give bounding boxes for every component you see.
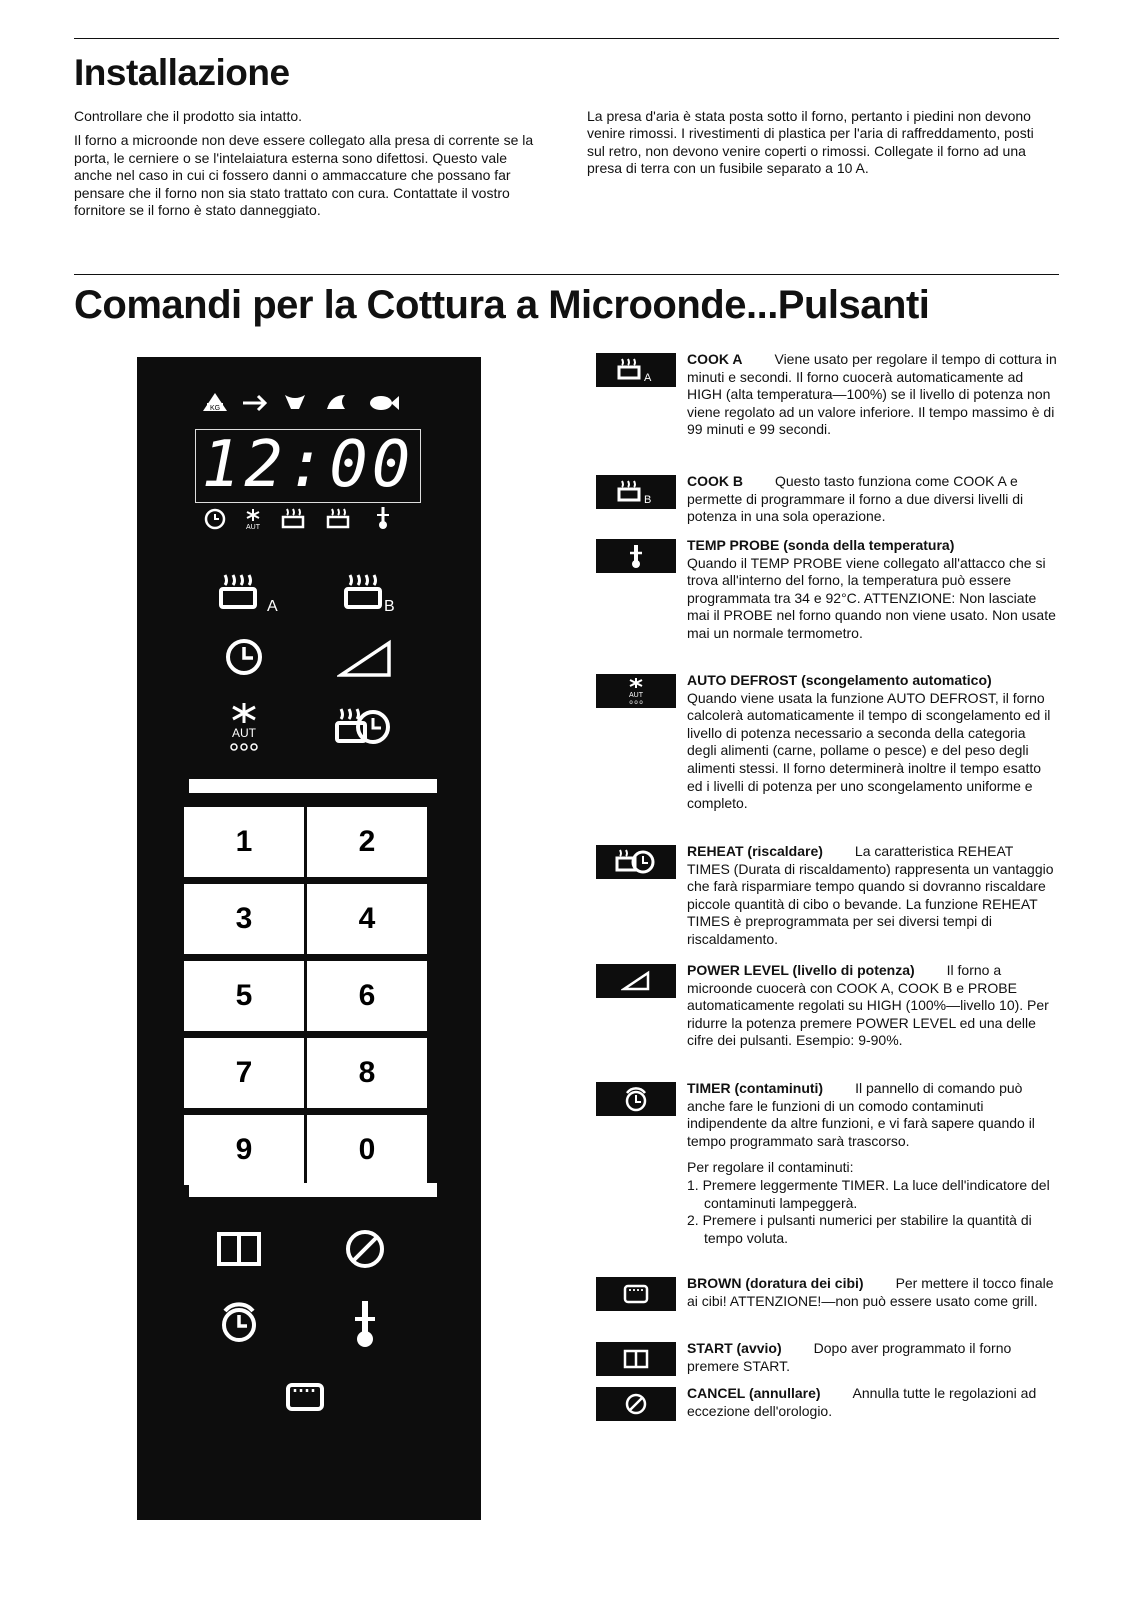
power-level-button[interactable] [337, 639, 393, 679]
reheat-button[interactable] [333, 703, 393, 751]
brown-text [687, 1275, 1057, 1310]
installazione-left-p2: Il forno a microonde non deve essere collegato alla presa di corrente se la porta, le cerniere o se l'intelaiatura esterna sono difettosi. Questo vale anche nel caso in cui ci fossero danni o ammaccature che possano far pensare che il forno non sia stato trattato con cura. Contattate il vostro fornitore se il forno è stato danneggiato. [74, 132, 534, 219]
reheat-label: REHEAT (riscaldare) [687, 843, 823, 859]
cook-b-icon [596, 475, 676, 509]
power-level-text [687, 962, 1057, 1050]
svg-text:A: A [644, 372, 652, 384]
temp-probe-icon [343, 1297, 387, 1351]
power-level-icon [337, 639, 393, 679]
reheat-text [687, 843, 1057, 949]
keypad-key-2[interactable]: 2 [307, 807, 427, 877]
installazione-right-column [587, 108, 1037, 185]
cancel-icon [341, 1225, 389, 1273]
timer-step-1: 1. Premere leggermente TIMER. La luce dell'indicatore del contaminuti lampeggerà. [687, 1176, 1050, 1211]
power-level-label: POWER LEVEL (livello di potenza) [687, 962, 915, 978]
start-text [687, 1340, 1057, 1375]
cook-a-icon [215, 567, 285, 615]
defrost-indicator-icon [246, 509, 261, 531]
timer-button[interactable] [215, 1297, 263, 1347]
timer-clock-button[interactable] [222, 635, 266, 679]
top-rule [74, 38, 1059, 39]
clock-icon [222, 635, 266, 679]
start-desc: Dopo aver programmato il forno premere START. [687, 1340, 1012, 1374]
installazione-title: Installazione [74, 52, 290, 93]
cook-b-icon [340, 567, 410, 615]
cook-b-button[interactable] [340, 567, 410, 615]
food-category-symbols [199, 387, 429, 417]
keypad-key-3[interactable]: 3 [184, 884, 304, 954]
clock-digits: 12:00 [201, 428, 415, 502]
keypad-key-0[interactable]: 0 [307, 1115, 427, 1185]
cook-b-label: COOK B [687, 473, 743, 489]
indicator-row [203, 503, 423, 533]
cook-a-button[interactable] [215, 567, 285, 615]
keypad-key-5[interactable]: 5 [184, 961, 304, 1031]
keypad-top-bar [189, 779, 437, 793]
reheat-icon [333, 703, 393, 751]
cook-a-indicator-icon [283, 509, 303, 527]
cancel-desc: Annulla tutte le regolazioni ad eccezione dell'orologio. [687, 1385, 1037, 1419]
auto-defrost-icon [596, 674, 676, 708]
keypad-bottom-bar [189, 1183, 437, 1197]
installazione-right-p1: La presa d'aria è stata posta sotto il forno, pertanto i piedini non devono venire rimossi. I rivestimenti di plastica per l'aria di raffreddamento, posti sul retro, non devono venire coperti o rimossi. Collegate il forno ad una presa di terra con un fusibile separato a 10 A. [587, 108, 1034, 177]
cook-a-desc: Viene usato per regolare il tempo di cottura in minuti e secondi. Il forno cuocerà automaticamente ad HIGH (alta temperatura—100%) se il livello di potenza non viene regolato ad un valore inferiore. Il tempo massimo è di 99 minuti e 99 secondi. [687, 351, 1057, 438]
keypad-key-9[interactable]: 9 [184, 1115, 304, 1185]
cancel-label: CANCEL (annullare) [687, 1385, 821, 1401]
auto-defrost-text [687, 672, 1057, 813]
cook-a-sub: A [267, 598, 278, 615]
power-level-icon [596, 964, 676, 998]
control-panel [137, 357, 481, 1520]
auto-defrost-aut: AUT [232, 726, 256, 740]
brown-button[interactable] [283, 1377, 327, 1417]
brown-desc: Per mettere il tocco finale ai cibi! ATTENZIONE!—non può essere usato come grill. [687, 1275, 1054, 1309]
timer-text [687, 1080, 1057, 1247]
timer-step-2: 2. Premere i pulsanti numerici per stabilire la quantità di tempo voluta. [687, 1212, 1032, 1246]
svg-text:AUT: AUT [629, 692, 643, 699]
temp-probe-label: TEMP PROBE (sonda della temperatura) [687, 537, 955, 553]
cancel-icon [596, 1387, 676, 1421]
cook-b-indicator-icon [328, 509, 348, 527]
installazione-left-p1: Controllare che il prodotto sia intatto. [74, 108, 303, 124]
cook-a-label: COOK A [687, 351, 743, 367]
timer-indicator-icon [206, 510, 224, 528]
temp-probe-text [687, 537, 1057, 643]
start-label: START (avvio) [687, 1340, 782, 1356]
timer-label: TIMER (contaminuti) [687, 1080, 824, 1096]
auto-defrost-icon [219, 699, 269, 755]
keypad-key-1[interactable]: 1 [184, 807, 304, 877]
cancel-text [687, 1385, 1057, 1420]
installazione-left-column [74, 108, 544, 226]
cook-b-text [687, 473, 1057, 526]
cook-a-icon [596, 353, 676, 387]
auto-defrost-desc: Quando viene usata la funzione AUTO DEFROST, il forno calcolerà automaticamente il tempo di scongelamento ed il livello di potenza necessario a seconda della categoria degli alimenti (carne, pollame o pesce) e del peso degli alimenti stessi. Il forno determinerà inoltre il tempo esatto ed i livelli di potenza per uno scongelamento uniforme e completo. [687, 689, 1051, 812]
defrost-indicator-aut: AUT [246, 524, 260, 531]
timer-extra-intro: Per regolare il contaminuti: [687, 1159, 854, 1176]
cook-a-text [687, 351, 1057, 439]
clock-display [195, 429, 421, 503]
brown-label: BROWN (doratura dei cibi) [687, 1275, 864, 1291]
keypad-key-7[interactable]: 7 [184, 1038, 304, 1108]
svg-text:B: B [644, 494, 652, 506]
timer-icon [596, 1082, 676, 1116]
brown-icon [596, 1277, 676, 1311]
cook-b-desc: Questo tasto funziona come COOK A e permette di programmare il forno a due diversi livelli di potenza in una sola operazione. [687, 473, 1024, 525]
temp-probe-button[interactable] [343, 1297, 387, 1351]
reheat-desc: La caratteristica REHEAT TIMES (Durata di riscaldamento) rappresenta un vantaggio che farà risparmiare tempo quando si dovranno riscaldare piccole quantità di cibo o bevande. La funzione REHEAT TIMES è preprogrammata per sei diversi tempi di riscaldamento. [687, 843, 1054, 947]
start-button[interactable] [215, 1229, 263, 1269]
cook-b-sub: B [384, 598, 395, 615]
start-icon [215, 1229, 263, 1269]
temp-probe-icon [596, 539, 676, 573]
weight-meat-poultry-fish-icon [199, 387, 429, 417]
middle-rule [74, 274, 1059, 275]
auto-defrost-button[interactable] [219, 699, 269, 755]
timer-desc: Il pannello di comando può anche fare le funzioni di un comodo contaminuti indipendente da altre funzioni, e vi farà sapere quando il tempo programmato sarà trascorso. [687, 1080, 1035, 1149]
power-level-desc: Il forno a microonde cuocerà con COOK A, COOK B e PROBE automaticamente regolati su HIGH (100%—livello 10). Per ridurre la potenza premere POWER LEVEL ed una delle cifre dei pulsanti. Esempio: 9-90%. [687, 962, 1049, 1049]
svg-text:o o o: o o o [629, 700, 643, 706]
reheat-icon [596, 845, 676, 879]
keypad-key-4[interactable]: 4 [307, 884, 427, 954]
keypad-key-8[interactable]: 8 [307, 1038, 427, 1108]
start-icon [596, 1342, 676, 1376]
timer-icon [215, 1297, 263, 1347]
brown-icon [283, 1377, 327, 1417]
probe-indicator-icon [377, 507, 389, 529]
temp-probe-desc: Quando il TEMP PROBE viene collegato all'attacco che si trova all'interno del forno, la temperatura può essere programmata tra 34 e 92°C. ATTENZIONE: Non lasciate mai il PROBE nel forno quando non viene usato. Non usate mai un normale termometro. [687, 554, 1056, 641]
weight-kg-label: KG [209, 405, 221, 412]
cancel-button[interactable] [341, 1225, 389, 1273]
keypad-key-6[interactable]: 6 [307, 961, 427, 1031]
auto-defrost-label: AUTO DEFROST (scongelamento automatico) [687, 672, 992, 688]
comandi-title: Comandi per la Cottura a Microonde...Pulsanti [74, 283, 930, 327]
